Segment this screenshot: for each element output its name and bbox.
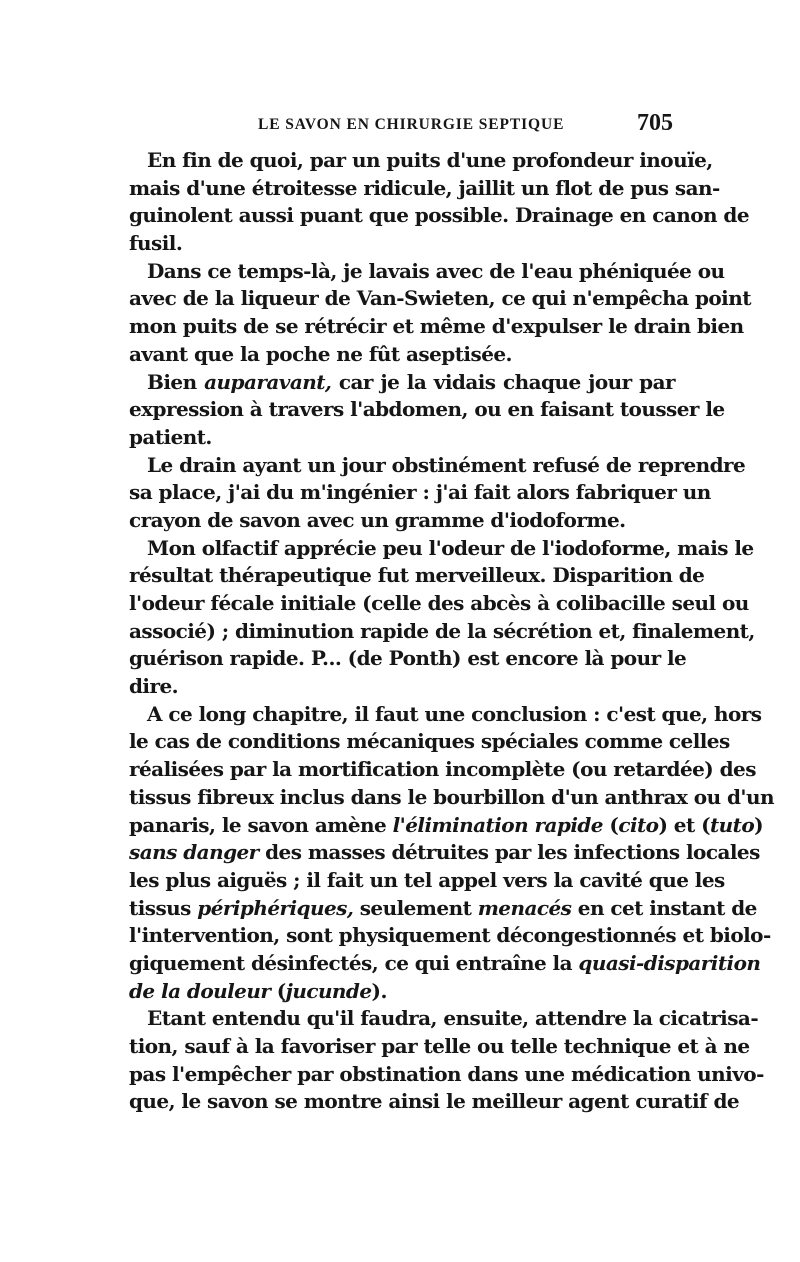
text-line xyxy=(129,1033,750,1061)
text-segment: les plus aiguës ; il fait un tel appel vers la cavité que les xyxy=(129,867,725,892)
text-segment: A ce long chapitre, il faut une conclusion : c'est que, hors xyxy=(147,701,762,726)
text-line xyxy=(129,784,774,812)
body-text xyxy=(129,147,774,1116)
italic-text: jucunde xyxy=(285,978,372,1003)
text-segment: ). xyxy=(371,978,387,1003)
text-segment: l'intervention, sont physiquement décongestionnés et biolo- xyxy=(129,923,771,948)
text-line xyxy=(129,341,675,369)
text-line xyxy=(129,1005,759,1033)
text-line xyxy=(129,535,754,563)
text-segment: résultat thérapeutique fut merveilleux. Disparition de xyxy=(129,563,705,588)
text-line xyxy=(129,645,687,673)
italic-text: quasi-disparition xyxy=(578,950,761,975)
text-line xyxy=(129,369,675,397)
text-line xyxy=(129,618,755,646)
text-line xyxy=(129,839,760,867)
text-segment: guérison rapide. P... (de Ponth) est encore là pour le xyxy=(129,646,687,671)
text-line xyxy=(129,922,771,950)
text-line xyxy=(129,978,675,1006)
text-line xyxy=(129,230,675,258)
text-segment: car je la vidais chaque jour par xyxy=(331,369,675,394)
text-line xyxy=(129,452,746,480)
text-segment: Etant entendu qu'il faudra, ensuite, attendre la cicatrisa- xyxy=(147,1006,759,1031)
text-line xyxy=(129,728,730,756)
text-segment: tissus fibreux inclus dans le bourbillon d'un anthrax ou d'un xyxy=(129,784,774,809)
text-segment: giquement désinfectés, ce qui entraîne la xyxy=(129,950,579,975)
text-segment: l'odeur fécale initiale (celle des abcès à colibacille seul ou xyxy=(129,591,749,615)
italic-text: cito xyxy=(618,812,659,837)
text-segment: réalisées par la mortification incomplète (ou retardée) des xyxy=(129,757,756,782)
text-segment: Le drain ayant un jour obstinément refusé de reprendre xyxy=(147,452,746,477)
text-line xyxy=(129,313,744,341)
italic-text: menacés xyxy=(477,895,572,920)
text-segment: associé) ; diminution rapide de la sécrétion et, finalement, xyxy=(129,618,755,643)
text-segment: mon puits de se rétrécir et même d'expulser le drain bien xyxy=(129,314,744,339)
italic-text: l'élimination rapide xyxy=(392,812,603,837)
text-segment: sa place, j'ai du m'ingénier : j'ai fait alors fabriquer un xyxy=(129,480,711,505)
text-line xyxy=(129,147,713,175)
text-segment: En fin de quoi, par un puits d'une profondeur inouïe, xyxy=(147,148,713,172)
text-segment: avant que la poche ne fût aseptisée. xyxy=(129,341,512,366)
italic-text: tuto xyxy=(709,812,755,837)
italic-text: périphériques, xyxy=(197,895,354,920)
text-segment: ( xyxy=(270,978,286,1003)
text-segment: Bien xyxy=(147,369,205,394)
text-line xyxy=(129,285,751,313)
text-segment: tissus xyxy=(129,895,198,920)
text-line xyxy=(129,673,675,701)
running-header xyxy=(0,110,800,144)
text-line xyxy=(129,701,762,729)
italic-text: sans danger xyxy=(129,840,259,865)
text-line xyxy=(129,562,705,590)
text-line xyxy=(129,507,675,535)
text-line xyxy=(129,590,749,618)
text-segment: seulement xyxy=(353,895,478,920)
text-segment: Dans ce temps-là, je lavais avec de l'eau phéniquée ou xyxy=(147,258,725,283)
text-segment: des masses détruites par les infections locales xyxy=(258,840,760,865)
text-segment: ( xyxy=(602,812,619,837)
text-line xyxy=(129,756,756,784)
text-line xyxy=(129,258,725,286)
text-segment: pas l'empêcher par obstination dans une médication univo- xyxy=(129,1061,764,1086)
text-line xyxy=(129,1088,740,1116)
text-line xyxy=(129,175,720,203)
text-segment: dire. xyxy=(129,674,179,699)
page-number: 705 xyxy=(637,110,673,136)
text-segment: Mon olfactif apprécie peu l'odeur de l'iodoforme, mais le xyxy=(147,535,754,560)
text-segment: mais d'une étroitesse ridicule, jaillit un flot de pus san- xyxy=(129,175,720,200)
text-line xyxy=(129,202,750,230)
text-segment: ) xyxy=(754,812,764,837)
text-line xyxy=(129,950,761,978)
text-line xyxy=(129,867,725,895)
text-segment: expression à travers l'abdomen, ou en faisant tousser le xyxy=(129,397,725,422)
text-line xyxy=(129,396,725,424)
italic-text: de la douleur xyxy=(129,978,271,1003)
text-line xyxy=(129,479,711,507)
text-segment: le cas de conditions mécaniques spéciales comme celles xyxy=(129,729,730,754)
text-segment: crayon de savon avec un gramme d'iodoforme. xyxy=(129,507,626,532)
text-segment: guinolent aussi puant que possible. Drainage en canon de xyxy=(129,203,750,228)
text-line xyxy=(129,895,757,923)
text-segment: tion, sauf à la favoriser par telle ou telle technique et à ne xyxy=(129,1034,750,1058)
running-title: LE SAVON EN CHIRURGIE SEPTIQUE xyxy=(258,116,565,133)
text-segment: que, le savon se montre ainsi le meilleur agent curatif de xyxy=(129,1089,740,1114)
text-segment: en cet instant de xyxy=(571,895,757,920)
text-segment: avec de la liqueur de Van-Swieten, ce qui n'empêcha point xyxy=(129,286,751,311)
text-segment: patient. xyxy=(129,424,212,449)
text-line xyxy=(129,1061,764,1089)
text-segment: panaris, le savon amène xyxy=(129,812,393,837)
italic-text: auparavant, xyxy=(204,369,332,394)
text-segment: ) et ( xyxy=(658,812,710,837)
text-line xyxy=(129,424,675,452)
text-segment: fusil. xyxy=(129,231,183,256)
text-line xyxy=(129,812,764,840)
